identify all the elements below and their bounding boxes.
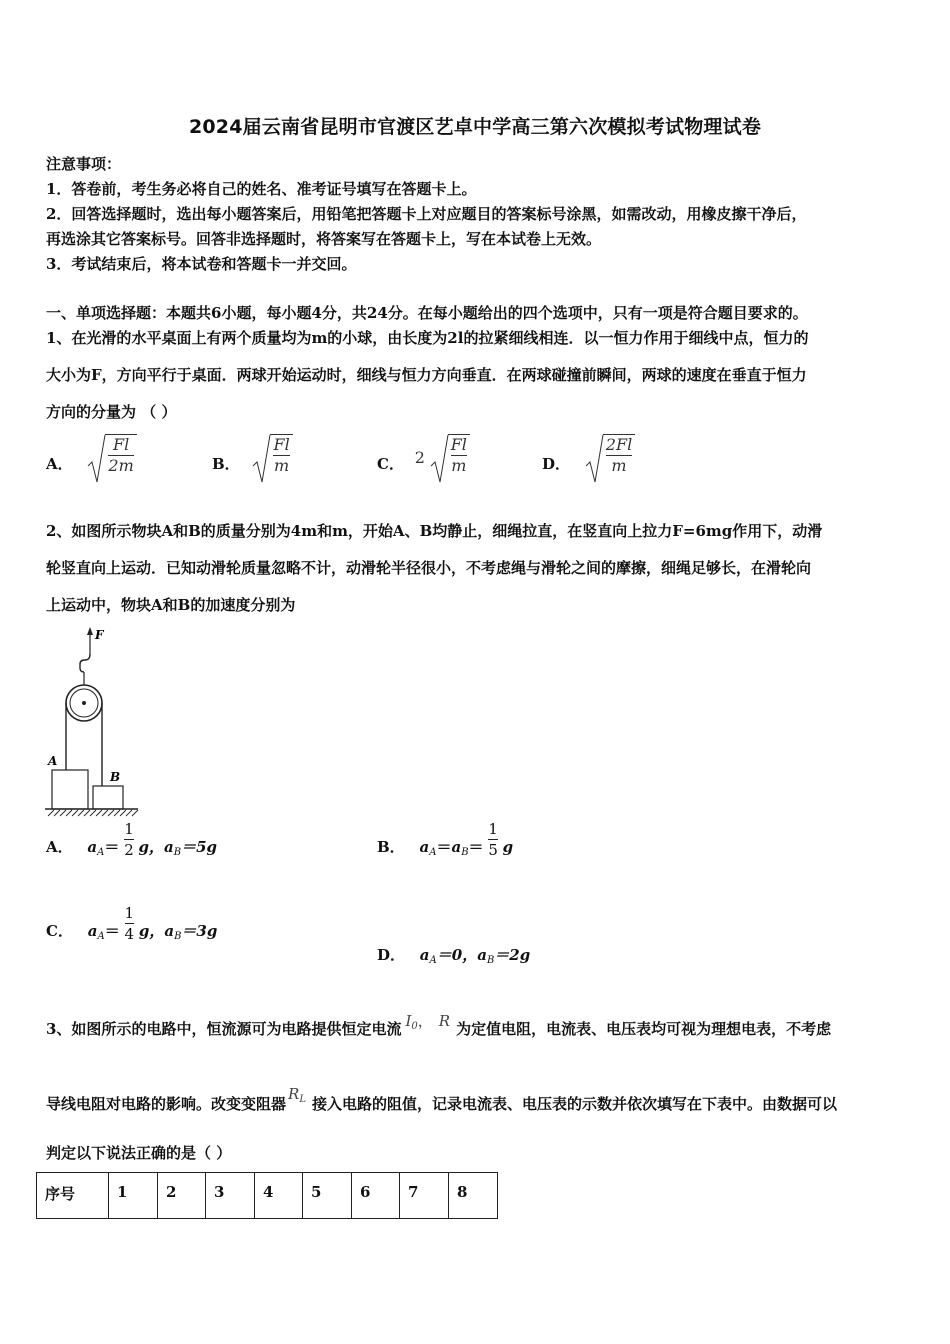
notice-item: 3．考试结束后，将本试卷和答题卡一并交回。 [46,255,357,273]
table-cell: 3 [206,1173,255,1219]
fraction: $\frac{1}{4}$ [124,903,135,943]
option-label: C． [46,922,73,940]
option-label: D． [377,946,406,964]
table-cell: 序号 [37,1173,109,1219]
option-label: B． [377,838,405,856]
q2-stem-line: 轮竖直向上运动．已知动滑轮质量忽略不计，动滑轮半径很小，不考虑绳与滑轮之间的摩擦，细绳足够长，在滑轮向 [46,559,812,577]
section-heading: 一、单项选择题：本题共6小题，每小题4分，共24分。在每小题给出的四个选项中，只有一项是符合题目要求的。 [46,304,808,322]
option-label: B． [212,455,240,473]
q1-option-b[interactable] [212,434,293,476]
table-cell: 6 [352,1173,400,1219]
radical-sign [430,434,450,484]
q2-option-a[interactable]: A． $a_A=$ $\frac{1}{2}$ g，$a_B=5g$ [46,819,218,859]
q1-option-d[interactable] [542,434,635,476]
option-label: D． [542,455,571,473]
option-label: A． [46,838,73,856]
notice-heading: 注意事项： [46,155,122,173]
q2-stem-line: 2、如图所示物块A和B的质量分别为4m和m，开始A、B均静止，细绳拉直，在竖直向上拉力F=6mg作用下，动滑 [46,522,823,540]
table-cell: 1 [109,1173,158,1219]
q3-stem-line: 导线电阻对电路的影响。改变变阻器$R_L$ 接入电路的阻值，记录电流表、电压表的示数并依次填写在下表中。由数据可以 [46,1085,837,1113]
sqrt-expression: $\frac{Fl}{2m}$ [87,434,136,476]
notice-item: 1．答卷前，考生务必将自己的姓名、准考证号填写在答题卡上。 [46,180,477,198]
ground-hatch [48,810,138,816]
pulley-axle [82,701,86,705]
q1-option-c[interactable] [377,434,470,476]
q2-option-d[interactable]: D． $a_A=0$，$a_B=2g$ [377,946,531,966]
q2-option-b[interactable]: B． $a_A=a_B=$ $\frac{1}{5}$ g [377,819,514,859]
q1-stem-line: 大小为F，方向平行于桌面．两球开始运动时，细线与恒力方向垂直．在两球碰撞前瞬间，两球的速度在垂直于恒力 [46,366,807,384]
radical-sign [87,434,107,484]
q3-stem-line: 3、如图所示的电路中，恒流源可为电路提供恒定电流 $I_0$， R 为定值电阻，电流表、电压表均可视为理想电表，不考虑 [46,1012,832,1038]
notice-item: 再选涂其它答案标号。回答非选择题时，将答案写在答题卡上，写在本试卷上无效。 [46,230,602,248]
fraction: $\frac{1}{5}$ [488,819,498,859]
block-b [93,786,123,809]
notice-item: 2．回答选择题时，选出每小题答案后，用铅笔把答题卡上对应题目的答案标号涂黑，如需改动，用橡皮擦干净后， [46,205,807,223]
q2-option-c[interactable]: C． $a_A=$ $\frac{1}{4}$ g，$a_B=3g$ [46,903,218,943]
block-a-label: A [48,754,58,768]
hook-icon [80,654,90,672]
force-label: F [95,628,104,642]
table-cell: 7 [400,1173,449,1219]
fraction: $\frac{1}{2}$ [124,819,134,859]
sqrt-expression: $\frac{2Fl}{m}$ [585,434,635,476]
block-b-label: B [110,770,121,784]
q3-stem-line: 判定以下说法正确的是（ ） [46,1144,232,1162]
force-arrow [87,627,93,654]
radical-sign [252,434,272,484]
option-label: A． [46,455,73,473]
block-a [52,770,88,809]
sqrt-expression: $\frac{Fl}{m}$ [430,434,470,476]
q1-stem-line: 1、在光滑的水平桌面上有两个质量均为m的小球，由长度为2l的拉紧细线相连．以一恒力作用于细线中点，恒力的 [46,329,809,347]
page-title: 2024届云南省昆明市官渡区艺卓中学高三第六次模拟考试物理试卷 [188,116,762,138]
q1-option-a[interactable] [46,434,137,476]
data-table [36,1172,498,1219]
table-cell: 5 [303,1173,352,1219]
q2-stem-line: 上运动中，物块A和B的加速度分别为 [46,596,296,614]
table-cell: 2 [158,1173,206,1219]
pulley-figure [40,624,150,824]
q1-stem-line: 方向的分量为 （ ） [46,403,177,421]
table-row [37,1173,498,1219]
table-cell: 4 [255,1173,303,1219]
coefficient: 2 [414,448,425,467]
option-label: C． [377,455,404,473]
radical-sign [585,434,605,484]
table-cell: 8 [449,1173,498,1219]
sqrt-expression: $\frac{Fl}{m}$ [252,434,292,476]
